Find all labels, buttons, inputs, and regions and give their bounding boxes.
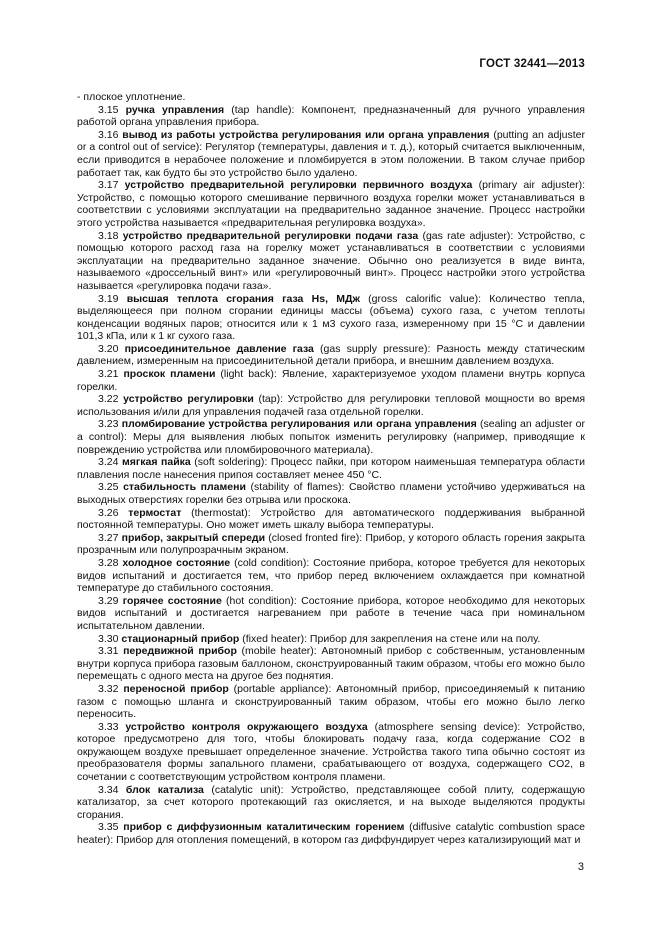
definition-item — [77, 104, 585, 129]
definition-item — [77, 368, 585, 393]
definition-item — [77, 343, 585, 368]
item-term: прибор, закрытый спереди — [121, 531, 266, 544]
item-text: (soft soldering): Процесс пайки, при котором наименьшая температура области плавления после нанесения припоя составляет менее 450 °С. — [77, 456, 585, 481]
item-text: (gas rate adjuster): Устройство, с помощью которого расход газа на горелку может устанавливаться в соответствии с условиями эксплуатации на предварительно заданное значение. Обычно оно реализуется в виде винта, называемого «дроссельный винт» или «регулировочный винт». Процесс настройки этого устройства называется «регулировка подачи газа». — [77, 229, 585, 292]
definition-item — [77, 784, 585, 822]
item-text: (atmosphere sensing device): Устройство, которое предусмотрено для того, чтобы блокировать подачу газа, когда содержание CO2 в окружающем воздухе превышает определенное значение. Устройства такого типа обычно состоят из преобразователя формы запального пламени, срабатывающего от воздуха, содержащего CO2, в сочетании с соответствующим устройством контроля пламени. — [77, 720, 586, 784]
item-text: (diffusive catalytic combustion space heater): Прибор для отопления помещений, в котором газ диффундирует через катализирующий мат и — [77, 821, 586, 847]
definition-list — [77, 104, 585, 847]
item-number: 3.33 — [98, 720, 119, 733]
item-term: стабильность пламени — [123, 481, 246, 494]
item-term: устройство регулировки — [123, 393, 254, 406]
item-text: (sealing an adjuster or a control): Меры для выявления любых попыток изменить регулировку (например, приводящие к повреждению устройства или пломбировочного материала). — [77, 418, 585, 456]
item-term: прибор с диффузионным каталитическим горением — [123, 821, 405, 834]
item-number: 3.18 — [98, 229, 119, 242]
item-number: 3.32 — [98, 682, 119, 695]
item-number: 3.23 — [98, 418, 119, 431]
definition-item — [77, 721, 585, 784]
definition-item — [77, 595, 585, 633]
definition-item — [77, 633, 585, 646]
item-number: 3.26 — [98, 506, 119, 519]
definition-item — [77, 683, 585, 721]
item-term: присоединительное давление газа — [124, 342, 314, 355]
item-term: ручка управления — [125, 103, 225, 116]
item-text: (thermostat): Устройство для автоматического поддерживания выбранной постоянной температуры. Оно может иметь шкалу выбора температуры. — [77, 506, 586, 532]
definition-item — [77, 645, 585, 683]
item-number: 3.15 — [98, 103, 119, 116]
item-term: блок катализа — [125, 783, 204, 796]
item-number: 3.28 — [98, 556, 119, 569]
item-number: 3.34 — [98, 783, 119, 796]
item-term: проскок пламени — [123, 368, 216, 381]
definition-item — [77, 179, 585, 229]
intro-line: - плоское уплотнение. — [77, 91, 186, 103]
item-number: 3.30 — [98, 632, 119, 645]
item-text: (gross calorific value): Количество тепла, выделяющееся при полном сгорании единицы массы (объема) сухого газа, с учетом теплоты конденсации водяных паров; относится или к 1 м3 сухого газа, измеренному при 15 °С и давлении 101,3 кПа, или к 1 кг сухого газа. — [77, 292, 585, 343]
item-term: высшая теплота сгорания газа Hs, МДж — [126, 292, 360, 305]
item-term: устройство предварительной регулировки подачи газа — [122, 229, 419, 242]
item-number: 3.27 — [98, 531, 119, 544]
definition-item — [77, 293, 585, 343]
item-text: (putting an adjuster or a control out of service): Регулятор (температуры, давления и т. д.), который считается выключенным, если приводится в нерабочее положение и пломбируется в этом положении. В таком случае прибор работает так, как будто бы это устройство было удалено. — [77, 128, 586, 179]
item-term: устройство предварительной регулировки первичного воздуха — [124, 179, 473, 192]
definition-item — [77, 557, 585, 595]
item-number: 3.31 — [98, 645, 119, 658]
item-term: мягкая пайка — [121, 456, 191, 469]
item-text: (tap): Устройство для регулировки тепловой мощности во время использования и/или для управления подачей газа отдельной горелки. — [77, 393, 586, 418]
definition-item — [77, 129, 585, 179]
item-text: (hot condition): Состояние прибора, которое необходимо для некоторых видов испытаний и достигается нагреванием при работе в течение часа при номинальном испытательном давлении. — [77, 594, 585, 632]
item-number: 3.20 — [98, 342, 119, 355]
definition-item — [77, 532, 585, 557]
item-term: термостат — [128, 506, 182, 519]
item-term: стационарный прибор — [121, 632, 240, 645]
item-text: (tap handle): Компонент, предназначенный для ручного управления работой органа управления прибора. — [77, 103, 585, 129]
definition-item — [77, 418, 585, 456]
item-number: 3.24 — [98, 456, 119, 469]
definition-item — [77, 456, 585, 481]
item-number: 3.22 — [98, 393, 119, 406]
definition-item — [77, 393, 585, 418]
item-number: 3.21 — [98, 368, 119, 381]
item-term: устройство контроля окружающего воздуха — [125, 720, 368, 733]
definition-item — [77, 230, 585, 293]
item-text: (portable appliance): Автономный прибор, присоединяемый к питанию газом с помощью шланга и сконструированный таким образом, чтобы его можно было легко переносить. — [77, 682, 585, 721]
item-text: (cold condition): Состояние прибора, которое требуется для некоторых видов испытаний и достигается тем, что прибор перед включением охлаждается при комнатной температуре до стабильного состояния. — [77, 556, 585, 595]
page-number: 3 — [577, 861, 584, 873]
item-text: (stability of flames): Свойство пламени устойчиво удерживаться на выходных отверстиях горелки без отрыва или проскока. — [77, 481, 586, 506]
item-term: вывод из работы устройства регулирования или органа управления — [122, 128, 490, 141]
item-term: передвижной прибор — [123, 645, 237, 658]
document-body — [77, 91, 585, 847]
item-text: (catalytic unit): Устройство, представляющее собой плиту, содержащую катализатор, за счет которого протекающий газ окисляется, и на выходе выделяются продукты сгорания. — [77, 783, 586, 821]
definition-item — [77, 821, 585, 846]
item-text: (mobile heater): Автономный прибор с собственным, установленным внутри корпуса прибора газовым баллоном, сконструированный таким образом, чтобы его можно было перемещать с одного места на другое без поднятия. — [77, 645, 586, 683]
item-text: (gas supply pressure): Разность между статическим давлением, измеренным на присоединительной детали прибора, и внешним давлением воздуха. — [77, 342, 585, 368]
item-term: пломбирование устройства регулирования или органа управления — [121, 418, 477, 431]
item-text: (closed fronted fire): Прибор, у которого область горения закрыта прозрачным или полупрозрачным экраном. — [77, 531, 586, 557]
item-number: 3.25 — [98, 481, 119, 494]
document-header: ГОСТ 32441—2013 — [479, 58, 585, 70]
item-number: 3.16 — [98, 128, 119, 141]
item-number: 3.19 — [98, 292, 119, 305]
item-text: (light back): Явление, характеризуемое уходом пламени внутрь корпуса горелки. — [77, 368, 585, 393]
item-text: (fixed heater): Прибор для закрепления на стене или на полу. — [239, 632, 541, 645]
definition-item — [77, 507, 585, 532]
item-text: (primary air adjuster): Устройство, с помощью которого смешивание первичного воздуха горелки может устанавливаться в соответствии с условиями эксплуатации на предварительно заданное значение. Процесс настройки этого устройства называется «предварительная регулировка воздуха». — [77, 179, 585, 229]
item-term: горячее состояние — [122, 594, 222, 607]
item-term: холодное состояние — [122, 556, 231, 569]
item-number: 3.35 — [98, 821, 119, 834]
item-number: 3.29 — [98, 594, 119, 607]
item-number: 3.17 — [98, 179, 119, 192]
item-term: переносной прибор — [123, 682, 229, 695]
definition-item — [77, 481, 585, 506]
